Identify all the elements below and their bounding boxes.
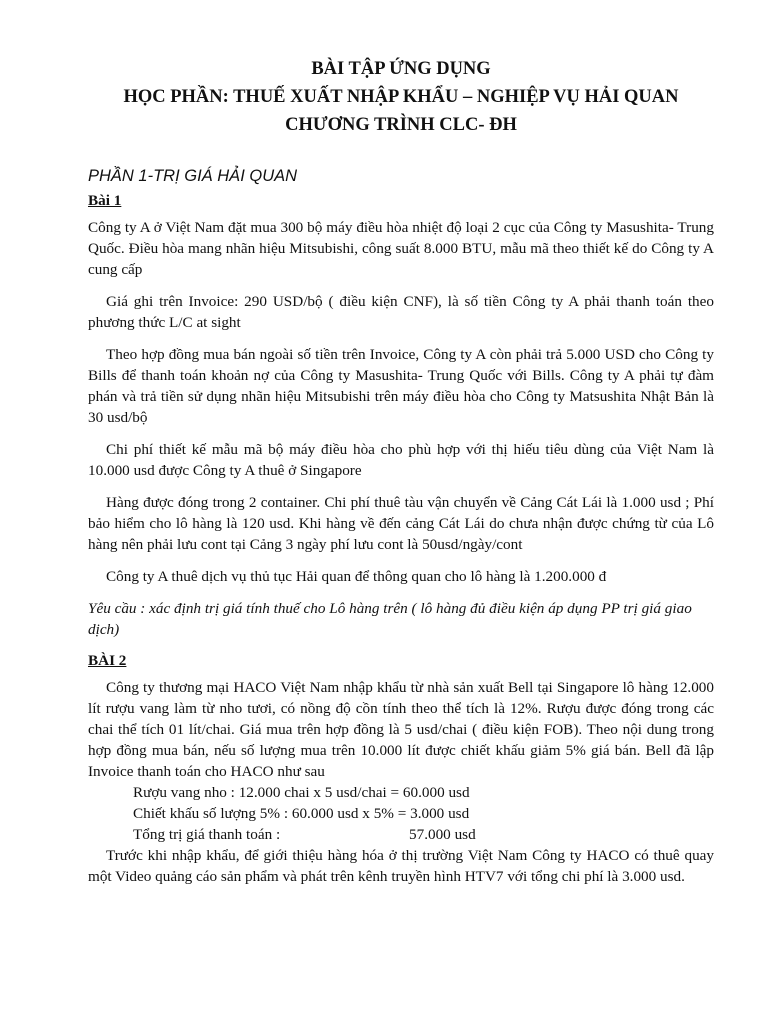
calc-line-discount-text: Chiết khấu số lượng 5% : 60.000 usd x 5% = 3.000 usd	[133, 805, 470, 822]
calc-line-wine	[133, 782, 714, 803]
bai1-requirement: Yêu cầu : xác định trị giá tính thuế cho Lô hàng trên ( lô hàng đủ điều kiện áp dụng PP trị giá giao dịch)	[88, 600, 692, 638]
bai1-paragraph-4: Chi phí thiết kế mẫu mã bộ máy điều hòa cho phù hợp với thị hiếu tiêu dùng của Việt Nam là 10.000 usd được Công ty A thuê ở Singapore	[88, 441, 714, 479]
part1-heading: PHẦN 1-TRỊ GIÁ HẢI QUAN	[88, 167, 298, 185]
bai1-paragraph-1: Công ty A ở Việt Nam đặt mua 300 bộ máy điều hòa nhiệt độ loại 2 cục của Công ty Masushita- Trung Quốc. Điều hòa mang nhãn hiệu Mitsubishi, công suất 8.000 BTU, mẫu mã theo thiết kế do Công ty A cung cấp	[88, 219, 714, 278]
calc-line-wine-text: Rượu vang nho : 12.000 chai x 5 usd/chai = 60.000 usd	[133, 784, 470, 801]
doc-title-line1: BÀI TẬP ỨNG DỤNG	[311, 59, 491, 79]
bai1-paragraph-5: Hàng được đóng trong 2 container. Chi phí thuê tàu vận chuyển về Cảng Cát Lái là 1.000 usd ; Phí bảo hiểm cho lô hàng là 120 usd. Khi hàng về đến cảng Cát Lái do chưa nhận được chứng từ của Lô hàng nên phải lưu cont tại Cảng 3 ngày phí lưu cont là 50usd/ngày/cont	[88, 494, 714, 553]
bai2-paragraph-1: Công ty thương mại HACO Việt Nam nhập khẩu từ nhà sản xuất Bell tại Singapore lô hàng 12.000 lít rượu vang làm từ nho tươi, có nồng độ cồn tính theo thể tích là 12%. Rượu được đóng trong các chai thể tích 01 lít/chai. Giá mua trên hợp đồng là 5 usd/chai ( điều kiện FOB). Theo nội dung trong hợp đồng mua bán, nếu số lượng mua trên 10.000 lít được chiết khấu giảm 5% giá bán. Bell đã lập Invoice thanh toán cho HACO như sau	[88, 679, 714, 780]
bai2-heading: BÀI 2	[88, 652, 127, 669]
calc-line-discount	[133, 803, 714, 824]
bai1-paragraph-6: Công ty A thuê dịch vụ thủ tục Hải quan để thông quan cho lô hàng là 1.200.000 đ	[106, 568, 607, 585]
doc-title-line3: CHƯƠNG TRÌNH CLC- ĐH	[285, 115, 517, 135]
calc-total-label: Tổng trị giá thanh toán :	[133, 826, 281, 843]
bai1-paragraph-3: Theo hợp đồng mua bán ngoài số tiền trên Invoice, Công ty A còn phải trả 5.000 USD cho Công ty Bills để thanh toán khoản nợ của Công ty Masushita- Trung Quốc với Bills. Công ty A phải tự đàm phán và trả tiền sử dụng nhãn hiệu Mitsubishi trên máy điều hòa cho Công ty Matsushita Nhật Bản là 30 usd/bộ	[88, 346, 714, 426]
calc-line-total	[133, 824, 714, 845]
invoice-calculation	[133, 782, 714, 845]
bai2-paragraph-2: Trước khi nhập khẩu, để giới thiệu hàng hóa ở thị trường Việt Nam Công ty HACO có thuê quay một Video quảng cáo sản phẩm và phát trên kênh truyền hình HTV7 với tổng chi phí là 3.000 usd.	[88, 847, 714, 885]
calc-total-value: 57.000 usd	[409, 826, 476, 843]
bai1-heading: Bài 1	[88, 192, 122, 209]
bai1-paragraph-2: Giá ghi trên Invoice: 290 USD/bộ ( điều kiện CNF), là số tiền Công ty A phải thanh toán theo phương thức L/C at sight	[88, 293, 714, 331]
doc-title-line2: HỌC PHẦN: THUẾ XUẤT NHẬP KHẨU – NGHIỆP VỤ HẢI QUAN	[123, 87, 679, 107]
